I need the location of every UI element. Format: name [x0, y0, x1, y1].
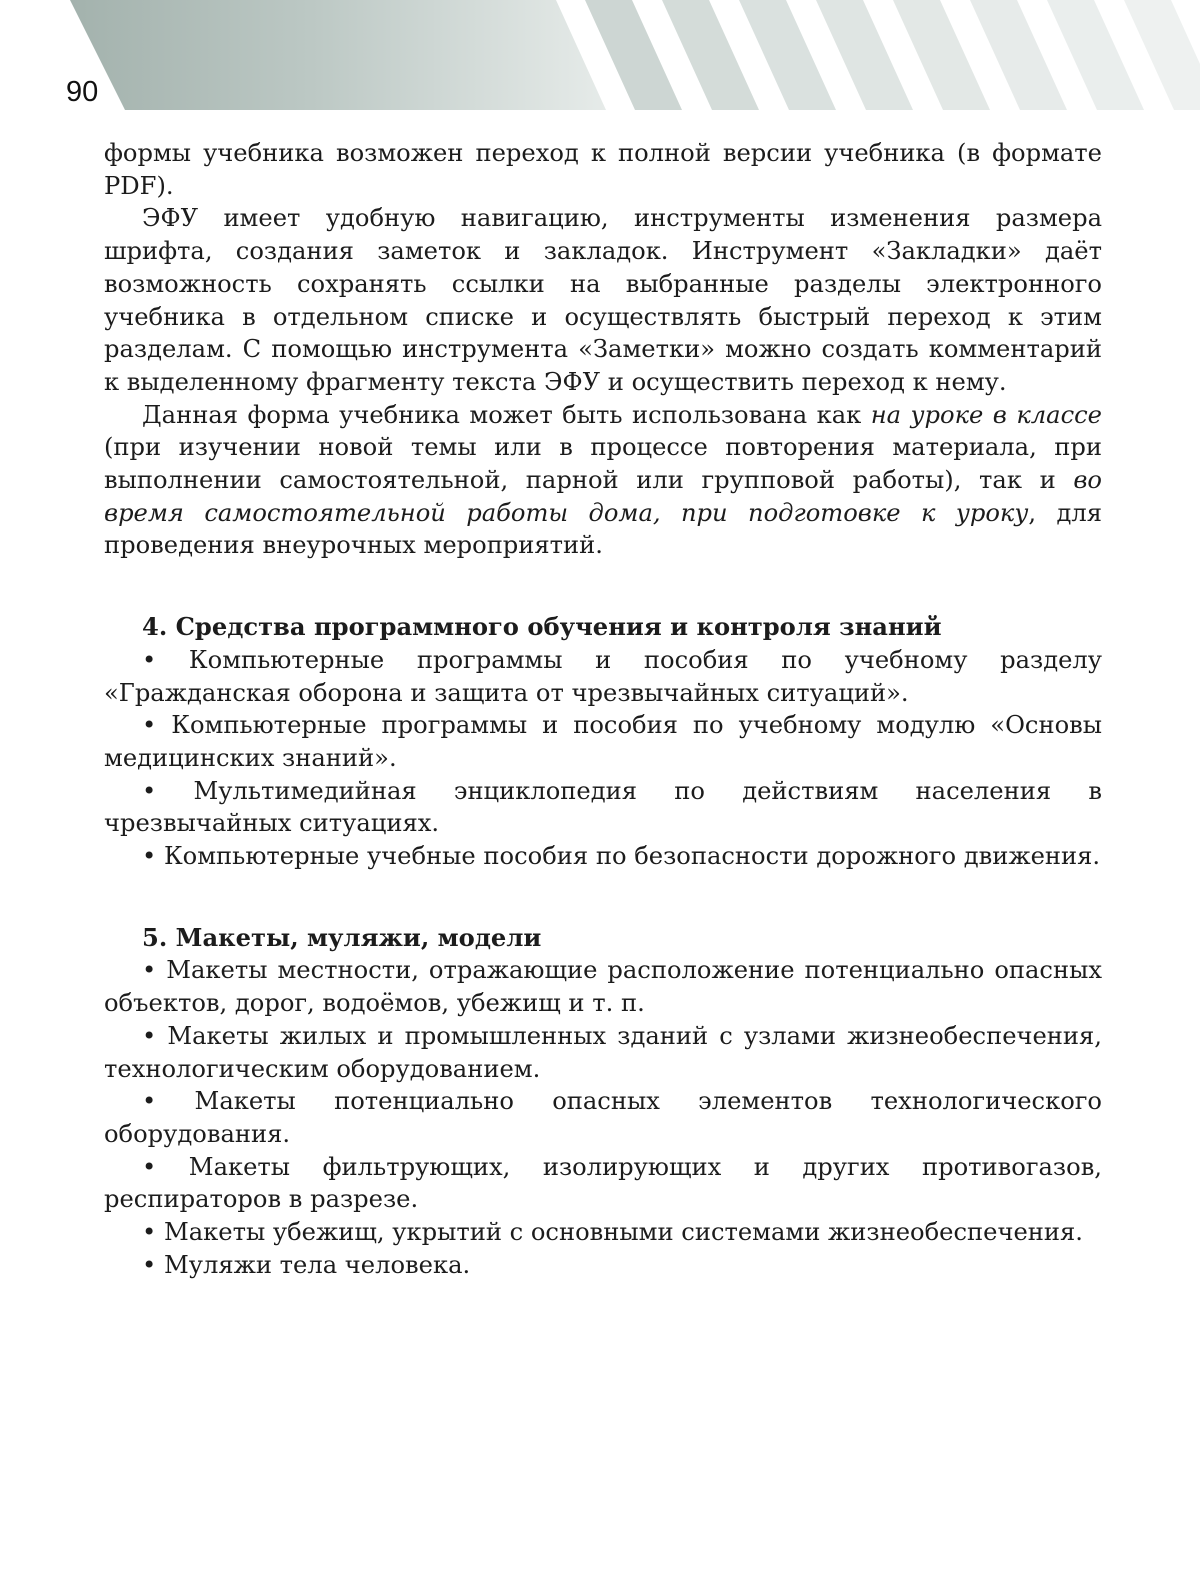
header-stripe	[1047, 0, 1144, 110]
text-run: , для проведения внеурочных мероприятий.	[104, 498, 1102, 560]
list-item: • Макеты местности, отражающие расположение потенциально опасных объектов, дорог, водоёмов, убежищ и т. п.	[104, 956, 1102, 1018]
list-item: • Макеты фильтрующих, изолирующих и других противогазов, респираторов в разрезе.	[104, 1152, 1102, 1214]
paragraph-continuation: формы учебника возможен переход к полной версии учебника (в формате PDF).	[104, 139, 1102, 200]
header-stripe	[739, 0, 836, 110]
italic-run: на уроке в классе	[870, 400, 1102, 429]
text-run: Данная форма учебника может быть использована как	[142, 400, 871, 429]
list-item: • Компьютерные программы и пособия по учебному разделу «Гражданская оборона и защита от чрезвычайных ситуаций».	[104, 645, 1102, 707]
page-content	[104, 137, 1102, 1282]
section-heading-4: 4. Средства программного обучения и контроля знаний	[142, 612, 942, 642]
list-item: • Компьютерные учебные пособия по безопасности дорожного движения.	[142, 842, 1101, 871]
header-band-solid	[70, 0, 606, 110]
header-stripe	[970, 0, 1067, 110]
paragraph-usage	[104, 399, 1102, 563]
list-item: • Макеты убежищ, укрытий с основными системами жизнеобеспечения.	[142, 1218, 1083, 1247]
list-item: • Мультимедийная энциклопедия по действиям населения в чрезвычайных ситуациях.	[104, 776, 1102, 838]
paragraph-efu-navigation: ЭФУ имеет удобную навигацию, инструменты изменения размера шрифта, создания заметок и закладок. Инструмент «Закладки» даёт возможность сохранять ссылки на выбранные разделы электронного учебника в отдельном списке и осуществлять быстрый переход к этим разделам. С помощью инструмента «Заметки» можно создать комментарий к выделенному фрагменту текста ЭФУ и осуществить переход к нему.	[104, 204, 1102, 396]
header-stripe	[662, 0, 759, 110]
header-decorative-band	[0, 0, 1200, 110]
list-item: • Компьютерные программы и пособия по учебному модулю «Основы медицинских знаний».	[104, 711, 1102, 772]
section-gap	[104, 873, 1102, 922]
section-gap	[104, 562, 1102, 611]
list-item: • Муляжи тела человека.	[142, 1250, 471, 1279]
header-stripe	[585, 0, 682, 110]
text-run: (при изучении новой темы или в процессе повторения материала, при выполнении самостоятельной, парной или групповой работы), так и	[104, 433, 1102, 495]
italic-run: во время самостоятельной работы дома, при подготовке к уроку	[104, 466, 1102, 527]
section-heading-5: 5. Макеты, муляжи, модели	[142, 922, 542, 952]
list-item: • Макеты жилых и промышленных зданий с узлами жизнеобеспечения, технологическим оборудованием.	[104, 1021, 1102, 1083]
header-stripe	[816, 0, 913, 110]
header-stripe	[893, 0, 990, 110]
list-item: • Макеты потенциально опасных элементов технологического оборудования.	[104, 1087, 1102, 1148]
page-number: 90	[66, 76, 99, 108]
